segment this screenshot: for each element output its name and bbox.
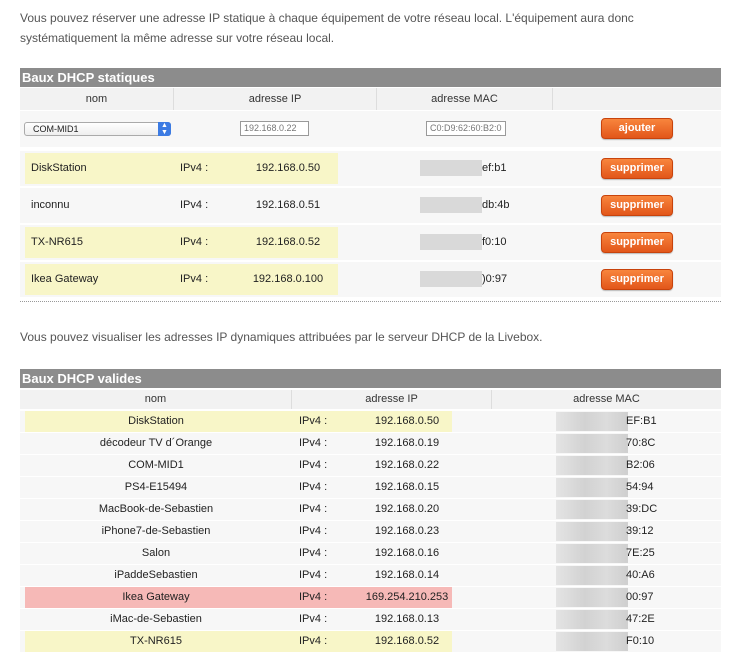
- masked-mac: [556, 500, 628, 519]
- lease-name: TX-NR615: [31, 236, 83, 248]
- delete-button[interactable]: supprimer: [601, 195, 673, 216]
- mac-suffix: F0:10: [626, 635, 655, 647]
- masked-mac: [420, 197, 482, 213]
- lease-name: TX-NR615: [130, 635, 182, 647]
- ip-type-label: IPv4 :: [180, 236, 209, 248]
- lease-ip: 192.168.0.20: [374, 503, 440, 515]
- masked-mac: [420, 234, 482, 250]
- lease-name: MacBook-de-Sebastien: [98, 503, 214, 515]
- static-col-mac: adresse MAC: [377, 88, 553, 110]
- mac-suffix: ef:b1: [482, 162, 507, 174]
- delete-button[interactable]: supprimer: [601, 158, 673, 179]
- lease-ip: 192.168.0.100: [252, 273, 324, 285]
- ip-type-label: IPv4 :: [180, 199, 209, 211]
- lease-name: DiskStation: [31, 162, 87, 174]
- lease-name: Ikea Gateway: [122, 591, 190, 603]
- updown-chevron-icon: ▲ ▼: [158, 122, 171, 136]
- lease-name: Salon: [141, 547, 171, 559]
- mac-address-input[interactable]: C0:D9:62:60:B2:0: [426, 121, 506, 136]
- mac-suffix: )0:97: [482, 273, 508, 285]
- lease-ip: 192.168.0.51: [255, 199, 321, 211]
- lease-ip: 192.168.0.19: [374, 437, 440, 449]
- ip-type-label: IPv4 :: [180, 162, 209, 174]
- lease-name: PS4-E15494: [124, 481, 188, 493]
- lease-name: iPaddeSebastien: [114, 569, 198, 581]
- masked-mac: [420, 271, 482, 287]
- mac-suffix: 54:94: [626, 481, 654, 493]
- masked-mac: [556, 412, 628, 431]
- lease-name: COM-MID1: [128, 459, 184, 471]
- delete-button[interactable]: supprimer: [601, 269, 673, 290]
- lease-ip: 192.168.0.52: [374, 635, 440, 647]
- mac-suffix: 7E:25: [626, 547, 655, 559]
- mac-suffix: 39:DC: [626, 503, 658, 515]
- ip-type-label: IPv4 :: [299, 503, 328, 515]
- lease-ip: 192.168.0.50: [255, 162, 321, 174]
- section-divider: [20, 301, 721, 302]
- masked-mac: [556, 522, 628, 541]
- add-button[interactable]: ajouter: [601, 118, 673, 139]
- ip-type-label: IPv4 :: [299, 613, 328, 625]
- lease-name: décodeur TV d´Orange: [99, 437, 213, 449]
- dynamic-col-mac: adresse MAC: [492, 390, 721, 409]
- mac-suffix: db:4b: [482, 199, 510, 211]
- masked-mac: [556, 544, 628, 563]
- mac-suffix: 00:97: [626, 591, 654, 603]
- ip-type-label: IPv4 :: [299, 481, 328, 493]
- lease-name: Ikea Gateway: [31, 273, 99, 285]
- device-select-value: COM-MID1: [33, 124, 79, 134]
- dynamic-intro-text: Vous pouvez visualiser les adresses IP dynamiques attribuées par le serveur DHCP de la Livebox.: [20, 330, 543, 344]
- lease-ip: 192.168.0.22: [374, 459, 440, 471]
- ip-type-label: IPv4 :: [299, 437, 328, 449]
- ip-type-label: IPv4 :: [299, 525, 328, 537]
- lease-ip: 169.254.210.253: [365, 591, 449, 603]
- lease-name: inconnu: [31, 199, 70, 211]
- masked-mac: [556, 434, 628, 453]
- dynamic-leases-title: Baux DHCP valides: [20, 369, 721, 388]
- masked-mac: [420, 160, 482, 176]
- mac-suffix: EF:B1: [626, 415, 657, 427]
- lease-name: iPhone7-de-Sebastien: [101, 525, 211, 537]
- ip-type-label: IPv4 :: [180, 273, 209, 285]
- static-leases-title: Baux DHCP statiques: [20, 68, 721, 87]
- ip-address-input[interactable]: 192.168.0.22: [240, 121, 309, 136]
- ip-type-label: IPv4 :: [299, 591, 328, 603]
- mac-suffix: B2:06: [626, 459, 655, 471]
- lease-ip: 192.168.0.23: [374, 525, 440, 537]
- lease-name: DiskStation: [128, 415, 184, 427]
- lease-name: iMac-de-Sebastien: [110, 613, 202, 625]
- static-col-actions: [553, 88, 721, 110]
- device-select[interactable]: [24, 122, 171, 136]
- masked-mac: [556, 566, 628, 585]
- lease-ip: 192.168.0.15: [374, 481, 440, 493]
- lease-ip: 192.168.0.16: [374, 547, 440, 559]
- mac-suffix: 40:A6: [626, 569, 655, 581]
- ip-type-label: IPv4 :: [299, 459, 328, 471]
- masked-mac: [556, 588, 628, 607]
- lease-ip: 192.168.0.13: [374, 613, 440, 625]
- mac-suffix: 70:8C: [626, 437, 656, 449]
- lease-ip: 192.168.0.50: [374, 415, 440, 427]
- ip-type-label: IPv4 :: [299, 569, 328, 581]
- lease-ip: 192.168.0.52: [255, 236, 321, 248]
- lease-ip: 192.168.0.14: [374, 569, 440, 581]
- masked-mac: [556, 478, 628, 497]
- mac-suffix: f0:10: [482, 236, 507, 248]
- mac-suffix: 47:2E: [626, 613, 655, 625]
- mac-suffix: 39:12: [626, 525, 654, 537]
- dynamic-col-ip: adresse IP: [292, 390, 492, 409]
- ip-type-label: IPv4 :: [299, 415, 328, 427]
- static-col-ip: adresse IP: [174, 88, 377, 110]
- ip-type-label: IPv4 :: [299, 635, 328, 647]
- ip-type-label: IPv4 :: [299, 547, 328, 559]
- delete-button[interactable]: supprimer: [601, 232, 673, 253]
- static-col-name: nom: [20, 88, 174, 110]
- masked-mac: [556, 610, 628, 629]
- dynamic-col-name: nom: [20, 390, 292, 409]
- masked-mac: [556, 456, 628, 475]
- intro-text: Vous pouvez réserver une adresse IP statique à chaque équipement de votre réseau local. L'équipement aura donc systématiquement la même adresse sur votre réseau local.: [20, 11, 634, 45]
- masked-mac: [556, 632, 628, 651]
